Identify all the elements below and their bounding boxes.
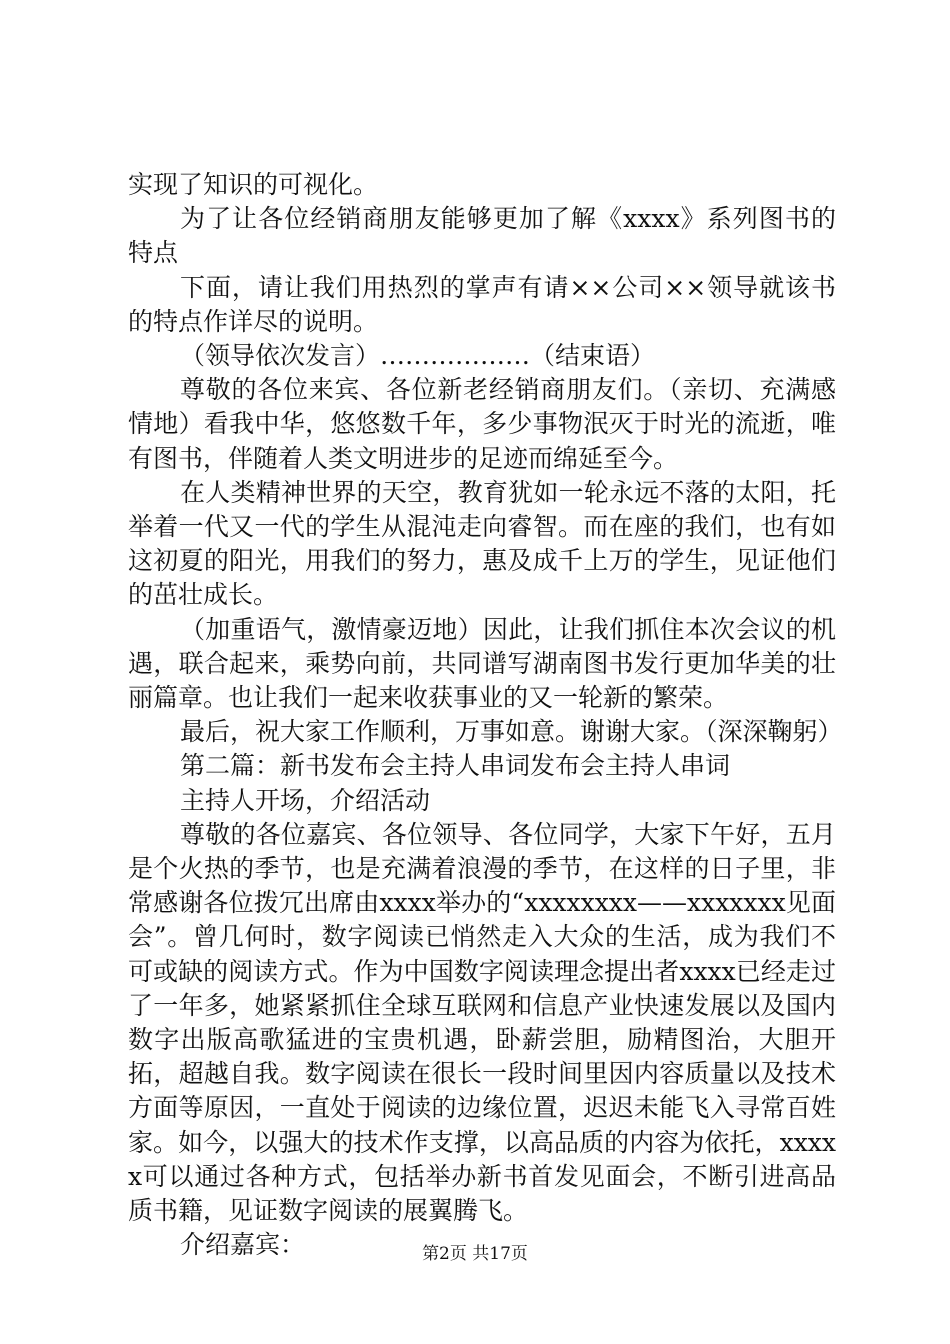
section-heading: 第二篇：新书发布会主持人串词发布会主持人串词 bbox=[180, 751, 731, 781]
subsection-heading: 主持人开场，介绍活动 bbox=[180, 785, 431, 815]
paragraph: 为了让各位经销商朋友能够更加了解《xxxx》系列图书的特点 bbox=[128, 204, 836, 268]
paragraph: 介绍嘉宾： bbox=[180, 1230, 306, 1260]
paragraph: （领导依次发言）………………（结束语） bbox=[180, 341, 656, 371]
paragraph: 最后，祝大家工作顺利，万事如意。谢谢大家。（深深鞠躬） bbox=[180, 717, 843, 747]
paragraph: 下面，请让我们用热烈的掌声有请××公司××领导就该书的特点作详尽的说明。 bbox=[128, 272, 836, 336]
paragraph: 在人类精神世界的天空，教育犹如一轮永远不落的太阳，托举着一代又一代的学生从混沌走向睿智。而在座的我们，也有如这初夏的阳光，用我们的努力，惠及成千上万的学生，见证他们的茁壮成长。 bbox=[128, 477, 836, 610]
page-number-footer: 第2页 共17页 bbox=[422, 1244, 528, 1264]
paragraph: 尊敬的各位嘉宾、各位领导、各位同学，大家下午好，五月是个火热的季节，也是充满着浪漫的季节，在这样的日子里，非常感谢各位拨冗出席由xxxx举办的“xxxxxxxx——xxxxxxx见面会”。曾几何时，数字阅读已悄然走入大众的生活，成为我们不可或缺的阅读方式。作为中国数字阅读理念提出者xxxx已经走过了一年多，她紧紧抓住全球互联网和信息产业快速发展以及国内数字出版高歌猛进的宝贵机遇，卧薪尝胆，励精图治，大胆开拓，超越自我。数字阅读在很长一段时间里因内容质量以及技术方面等原因，一直处于阅读的边缘位置，迟迟未能飞入寻常百姓家。如今，以强大的技术作支撑，以高品质的内容为依托，xxxxx可以通过各种方式，包括举办新书首发见面会，不断引进高品质书籍，见证数字阅读的展翼腾飞。 bbox=[128, 819, 836, 1226]
paragraph: （加重语气，激情豪迈地）因此，让我们抓住本次会议的机遇，联合起来，乘势向前，共同谱写湖南图书发行更加华美的壮丽篇章。也让我们一起来收获事业的又一轮新的繁荣。 bbox=[128, 614, 836, 713]
document-body bbox=[128, 168, 843, 1263]
paragraph: 尊敬的各位来宾、各位新老经销商朋友们。（亲切、充满感情地）看我中华，悠悠数千年，多少事物泯灭于时光的流逝，唯有图书，伴随着人类文明进步的足迹而绵延至今。 bbox=[128, 375, 836, 473]
paragraph-continuation: 实现了知识的可视化。 bbox=[128, 170, 379, 199]
